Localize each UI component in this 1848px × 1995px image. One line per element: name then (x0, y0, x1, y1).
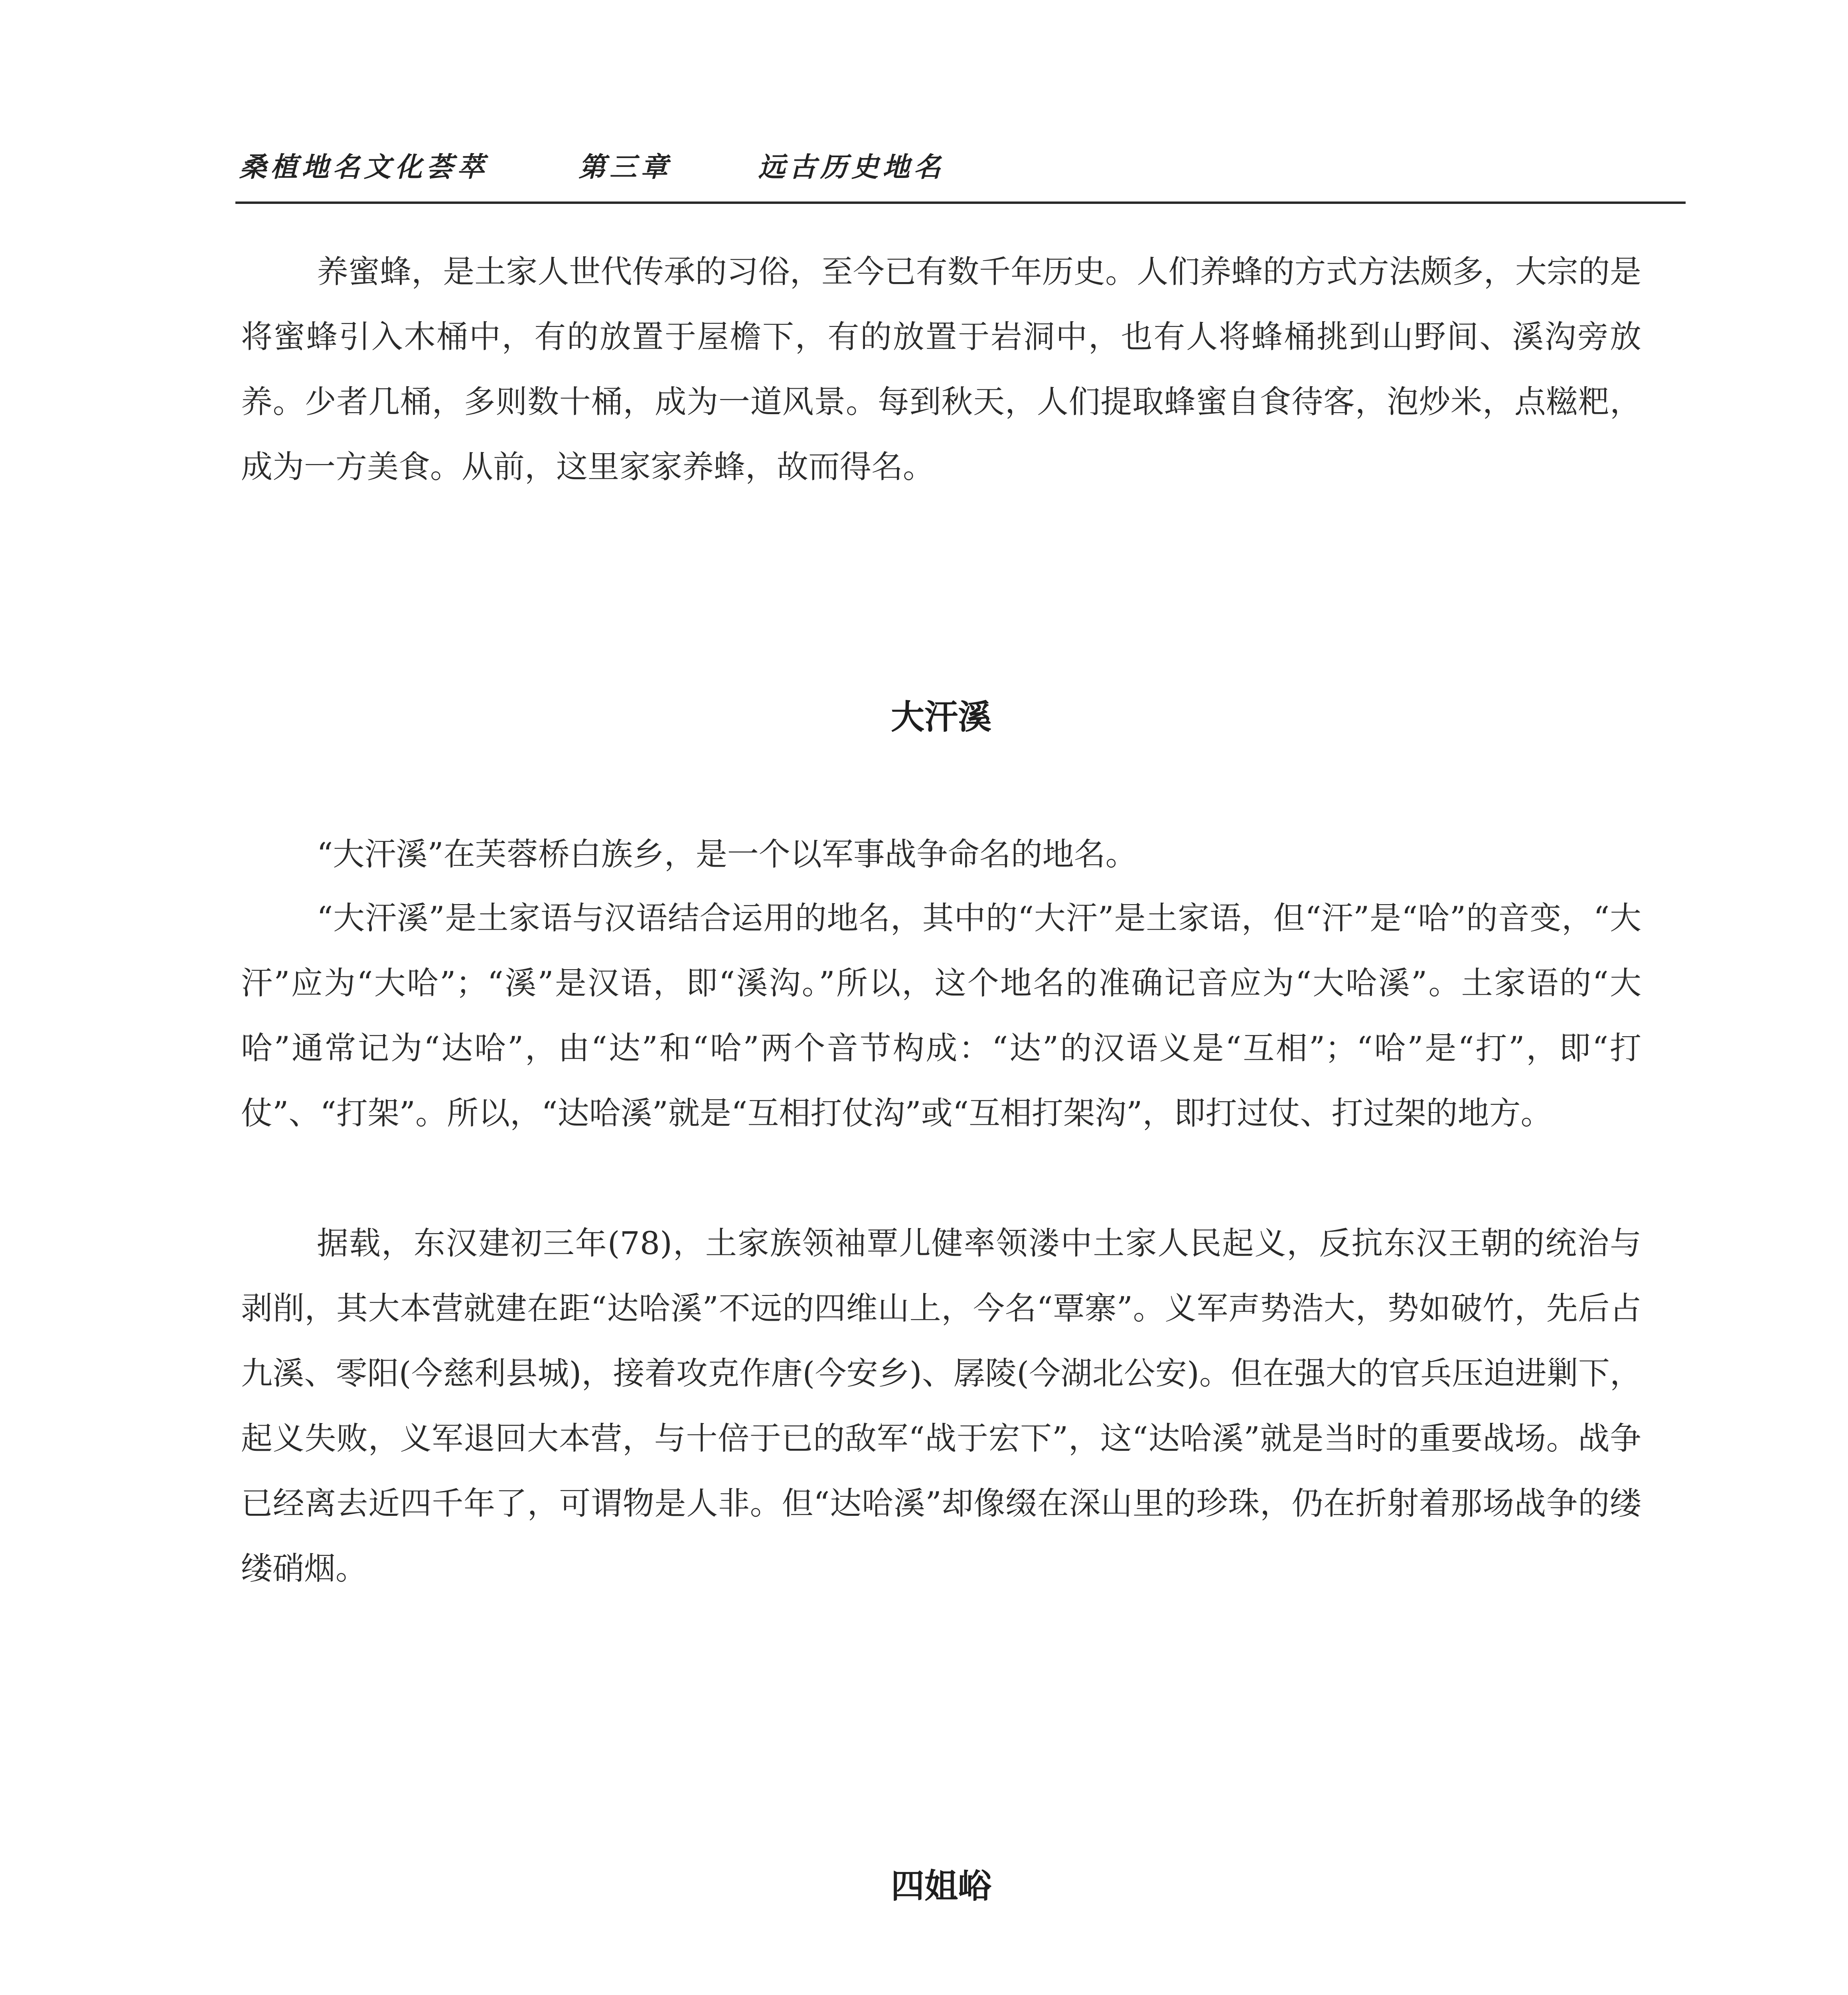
section-1-paragraph-3: 据载，东汉建初三年(78)，土家族领袖覃儿健率领溇中土家人民起义，反抗东汉王朝的统治与剥削，其大本营就建在距“达哈溪”不远的四维山上，今名“覃寨”。义军声势浩大，势如破竹，先后占九溪、零阳(今慈利县城)，接着攻克作唐(今安乡)、孱陵(今湖北公安)。但在强大的官兵压迫进剿下，起义失败，义军退回大本营，与十倍于已的敌军“战于宏下”，这“达哈溪”就是当时的重要战场。战争已经离去近四千年了，可谓物是人非。但“达哈溪”却像缀在深山里的珍珠，仍在折射着那场战争的缕缕硝烟。 (241, 1225, 1641, 1587)
header-chapter-title: 远古历史地名 (758, 152, 945, 183)
intro-paragraph: 养蜜蜂，是土家人世代传承的习俗，至今已有数千年历史。人们养蜂的方式方法颇多，大宗的是将蜜蜂引入木桶中，有的放置于屋檐下，有的放置于岩洞中，也有人将蜂桶挑到山野间、溪沟旁放养。少者几桶，多则数十桶，成为一道风景。每到秋天，人们提取蜂蜜自食待客，泡炒米，点糍粑，成为一方美食。从前，这里家家养蜂，故而得名。 (241, 253, 1641, 485)
header-book-title: 桑植地名文化荟萃 (239, 152, 489, 183)
section-1-paragraph-2: “大汗溪”是土家语与汉语结合运用的地名，其中的“大汗”是土家语，但“汗”是“哈”的音变，“大汗”应为“大哈”；“溪”是汉语，即“溪沟。”所以，这个地名的准确记音应为“大哈溪”。土家语的“大哈”通常记为“达哈”，由“达”和“哈”两个音节构成：“达”的汉语义是“互相”；“哈”是“打”，即“打仗”、“打架”。所以，“达哈溪”就是“互相打仗沟”或“互相打架沟”，即打过仗、打过架的地方。 (241, 900, 1641, 1132)
section-1-paragraph-1: “大汗溪”在芙蓉桥白族乡，是一个以军事战争命名的地名。 (317, 836, 1137, 873)
header-rule (235, 201, 1686, 204)
running-header (239, 146, 1696, 186)
section-2-paragraph-1 (241, 1991, 1641, 1995)
section-title-dahanxi: 大汗溪 (890, 697, 991, 737)
section-title-sijieyu: 四姐峪 (890, 1867, 991, 1906)
header-chapter: 第三章 (578, 152, 672, 183)
